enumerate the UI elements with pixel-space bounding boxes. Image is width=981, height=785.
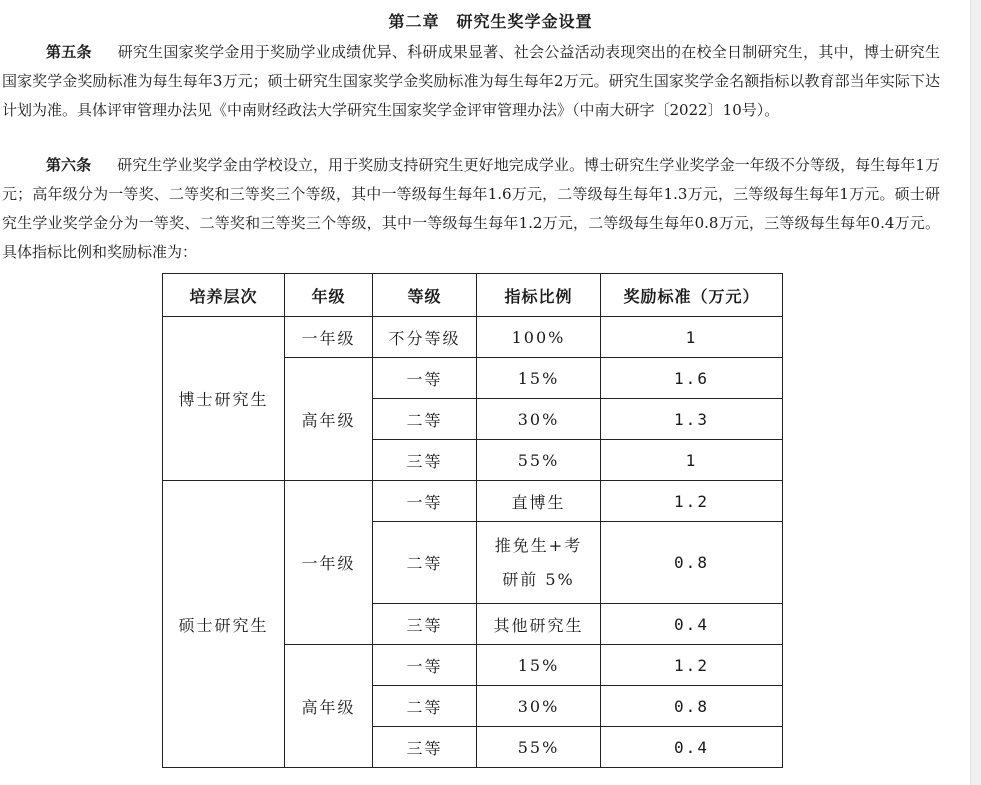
- table-header-row: [163, 274, 783, 317]
- ratio-cell: 100%: [477, 317, 601, 358]
- scholarship-table: [162, 273, 783, 768]
- ratio-cell: 30%: [477, 686, 601, 727]
- header-tier: 等级: [373, 274, 477, 317]
- amount-cell: 1.2: [601, 645, 783, 686]
- amount-cell: 0.8: [601, 522, 783, 604]
- grade-cell: 高年级: [285, 358, 373, 481]
- header-amount: 奖励标准（万元）: [601, 274, 783, 317]
- header-grade: 年级: [285, 274, 373, 317]
- article-6-text: 研究生学业奖学金由学校设立，用于奖励支持研究生更好地完成学业。博士研究生学业奖学金一年级不分等级，每生每年1万元；高年级分为一等奖、二等奖和三等奖三个等级，其中一等级每生每年1.6万元，二等级每生每年1.3万元，三等级每生每年1万元。硕士研究生学业奖学金分为一等奖、二等奖和三等奖三个等级，其中一等级每生每年1.2万元，二等级每生每年0.8万元，三等级每生每年0.4万元。具体指标比例和奖励标准为：: [2, 156, 940, 261]
- table-row: [163, 481, 783, 522]
- ratio-cell: 直博生: [477, 481, 601, 522]
- grade-cell: 高年级: [285, 645, 373, 768]
- ratio-cell: 55%: [477, 727, 601, 768]
- ratio-line-2: 研前 5%: [502, 569, 575, 589]
- tier-cell: 一等: [373, 645, 477, 686]
- window-edge-strip: [970, 0, 981, 785]
- amount-cell: 1: [601, 317, 783, 358]
- article-6-paragraph: [2, 151, 940, 267]
- grade-cell: 一年级: [285, 481, 373, 645]
- amount-cell: 1: [601, 440, 783, 481]
- ratio-cell: 15%: [477, 358, 601, 399]
- ratio-cell: 55%: [477, 440, 601, 481]
- tier-cell: 三等: [373, 727, 477, 768]
- article-6-label: 第六条: [46, 156, 92, 174]
- level-cell-phd: 博士研究生: [163, 317, 285, 481]
- article-5-paragraph: [2, 38, 940, 125]
- tier-cell: 三等: [373, 604, 477, 645]
- ratio-cell: 30%: [477, 399, 601, 440]
- tier-cell: 二等: [373, 399, 477, 440]
- tier-cell: 二等: [373, 686, 477, 727]
- tier-cell: 一等: [373, 358, 477, 399]
- tier-cell: 二等: [373, 522, 477, 604]
- ratio-cell-two-line: [477, 522, 601, 604]
- table-row: [163, 317, 783, 358]
- tier-cell: 不分等级: [373, 317, 477, 358]
- tier-cell: 三等: [373, 440, 477, 481]
- amount-cell: 1.3: [601, 399, 783, 440]
- chapter-title: 第二章 研究生奖学金设置: [388, 12, 593, 31]
- amount-cell: 1.6: [601, 358, 783, 399]
- ratio-line-1: 推免生+考: [494, 535, 583, 555]
- amount-cell: 1.2: [601, 481, 783, 522]
- header-ratio: 指标比例: [477, 274, 601, 317]
- ratio-cell: 15%: [477, 645, 601, 686]
- header-level: 培养层次: [163, 274, 285, 317]
- amount-cell: 0.4: [601, 727, 783, 768]
- level-cell-master: 硕士研究生: [163, 481, 285, 768]
- article-5-text: 研究生国家奖学金用于奖励学业成绩优异、科研成果显著、社会公益活动表现突出的在校全日制研究生，其中，博士研究生国家奖学金奖励标准为每生每年3万元；硕士研究生国家奖学金奖励标准为每生每年2万元。研究生国家奖学金名额指标以教育部当年实际下达计划为准。具体评审管理办法见《中南财经政法大学研究生国家奖学金评审管理办法》（中南大研字〔2022〕10号）。: [2, 43, 940, 119]
- tier-cell: 一等: [373, 481, 477, 522]
- grade-cell: 一年级: [285, 317, 373, 358]
- amount-cell: 0.4: [601, 604, 783, 645]
- article-5-label: 第五条: [46, 43, 92, 61]
- ratio-cell: 其他研究生: [477, 604, 601, 645]
- amount-cell: 0.8: [601, 686, 783, 727]
